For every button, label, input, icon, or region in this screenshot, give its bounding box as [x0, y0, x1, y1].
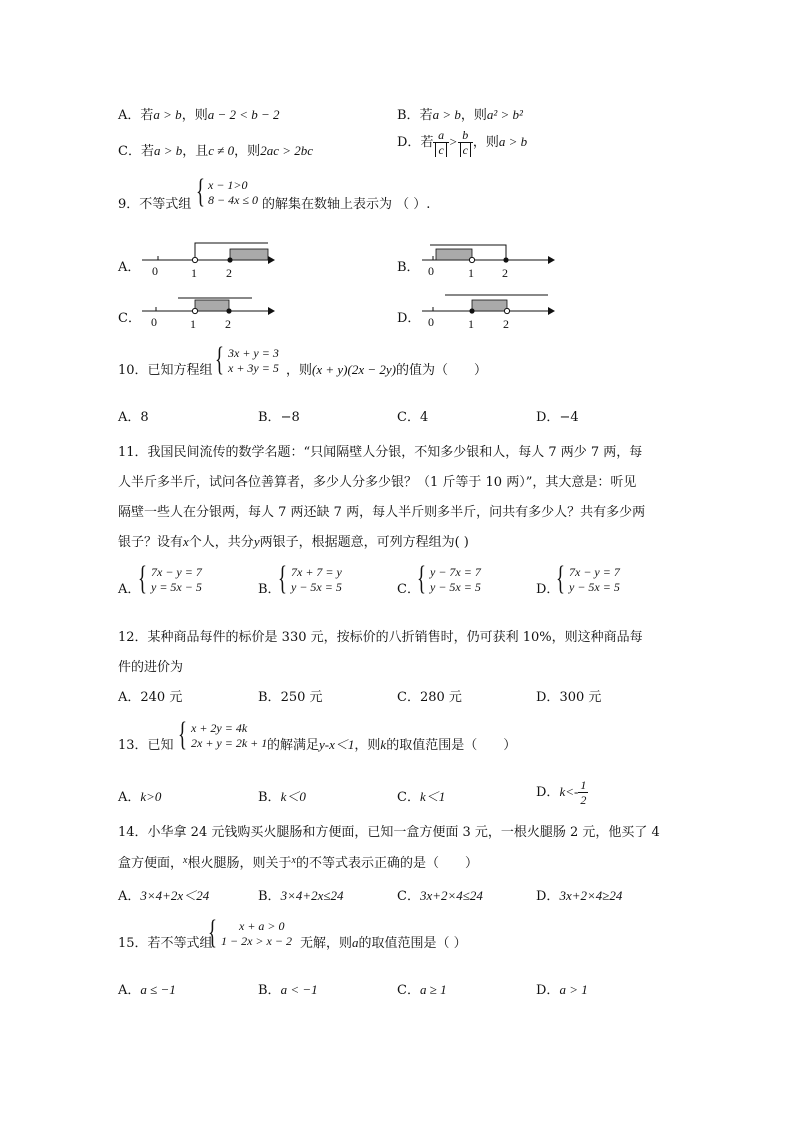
q9-numberline-c — [140, 286, 275, 331]
tick-0: 0 — [152, 264, 158, 278]
tick-2: 2 — [503, 317, 509, 331]
q9-brace: { — [196, 173, 205, 210]
q12-line-1: 12．某种商品每件的标价是 330 元，按标价的八折销售时，仍可获利 10%，则这种商品每 — [118, 630, 643, 645]
q10-prefix: 10．已知方程组 — [118, 363, 213, 378]
q8-option-d: D．若 $\frac{a}{c}$ > $\frac{b}{c}$ ，则a > b — [397, 128, 528, 157]
q11-option-c: y − 7x = 7 y − 5x = 5 — [430, 565, 481, 594]
q9-numberline-d — [420, 286, 555, 331]
tick-1: 1 — [468, 266, 474, 280]
q10-brace: { — [215, 341, 224, 378]
q13-option-a: A．k>0 — [118, 789, 162, 805]
tick-0: 0 — [428, 264, 434, 278]
q11-line-2: 人半斤多半斤，试问各位善算者，多少人分多少银？（1 斤等于 10 两）”，其大意是：听见 — [118, 475, 637, 490]
tick-0: 0 — [151, 315, 157, 329]
q11-brace-c: { — [417, 560, 426, 597]
tick-0: 0 — [428, 315, 434, 329]
q14-line-2: 盒方便面，$^x$根火腿肠，则关于$^x$的不等式表示正确的是（ ） — [118, 855, 478, 871]
q9-option-b-label: B． — [397, 260, 420, 275]
q9-suffix: 的解集在数轴上表示为 （ ）. — [262, 197, 431, 212]
q15-question: 无解，则a的取值范围是（ ） — [300, 935, 467, 951]
q13-question: 的解满足y-x＜1，则k的取值范围是（ ） — [267, 737, 517, 753]
q15-prefix: 15．若不等式组 — [118, 936, 213, 951]
tick-1: 1 — [190, 317, 196, 331]
q12-option-b: B．250 元 — [258, 690, 323, 705]
q9-option-d-label: D． — [397, 311, 421, 326]
q11-brace-a: { — [138, 560, 147, 597]
q11-option-b: 7x + 7 = y y − 5x = 5 — [291, 565, 342, 594]
q13-option-b: B．k＜0 — [258, 789, 306, 805]
tick-2: 2 — [225, 317, 231, 331]
q8-option-b: B．若a > b，则a² > b² — [397, 107, 523, 123]
q14-option-a: A．3×4+2x＜24 — [118, 888, 210, 904]
tick-1: 1 — [468, 317, 474, 331]
q15-option-b: B．a < −1 — [258, 982, 318, 998]
q11-option-d-label: D． — [536, 582, 560, 597]
q10-option-d: D．−4 — [536, 410, 579, 425]
tick-2: 2 — [226, 266, 232, 280]
q13-brace: { — [178, 716, 187, 753]
q10-system: 3x + y = 3 x + 3y = 5 — [228, 346, 279, 375]
q11-line-1: 11．我国民间流传的数学名题：“只闻隔壁人分银，不知多少银和人，每人 7 两少 7 两，每 — [118, 445, 643, 460]
q13-option-d: D．k<- $\frac{1}{2}$ — [536, 778, 587, 807]
q15-option-d: D．a > 1 — [536, 982, 588, 998]
q14-option-b: B．3×4+2x≤24 — [258, 888, 344, 904]
q11-brace-b: { — [278, 560, 287, 597]
q12-option-c: C．280 元 — [397, 690, 462, 705]
q13-prefix: 13．已知 — [118, 738, 174, 753]
q14-line-1: 14．小华拿 24 元钱购买火腿肠和方便面，已知一盒方便面 3 元，一根火腿肠 2 元，他买了 4 — [118, 825, 660, 840]
q9-numberline-b — [420, 235, 555, 280]
q8-option-a: A．若a > b，则a − 2 < b − 2 — [118, 107, 280, 123]
q10-option-b: B．−8 — [258, 410, 300, 425]
q9-prefix: 9．不等式组 — [118, 197, 192, 212]
q15-option-c: C．a ≥ 1 — [397, 982, 447, 998]
q15-system: x + a > 0 1 − 2x > x − 2 — [221, 919, 292, 948]
q12-option-a: A．240 元 — [118, 690, 183, 705]
tick-2: 2 — [502, 266, 508, 280]
q11-option-d: 7x − y = 7 y − 5x = 5 — [569, 565, 620, 594]
q11-option-b-label: B． — [258, 582, 281, 597]
q14-option-c: C．3x+2×4≤24 — [397, 888, 483, 904]
q15-brace: { — [208, 914, 217, 951]
q11-line-3: 隔壁一些人在分银两，每人 7 两还缺 7 两，每人半斤则多半斤，问共有多少人？共有多少两 — [118, 505, 646, 520]
q8-option-c: C．若a > b，且c ≠ 0，则2ac > 2bc — [118, 143, 313, 159]
q11-line-4: 银子？设有x个人，共分y两银子，根据题意，可列方程组为( ) — [118, 534, 469, 550]
q9-numberline-a — [140, 235, 275, 280]
q11-option-a-label: A． — [118, 582, 141, 597]
q9-option-a-label: A． — [118, 260, 141, 275]
q13-option-c: C．k＜1 — [397, 789, 446, 805]
q14-option-d: D．3x+2×4≥24 — [536, 888, 623, 904]
q11-option-c-label: C． — [397, 582, 420, 597]
q10-option-c: C．4 — [397, 410, 429, 425]
q10-option-a: A．8 — [118, 410, 149, 425]
q12-line-2: 件的进价为 — [118, 660, 184, 675]
tick-1: 1 — [191, 266, 197, 280]
q9-system: x − 1>0 8 − 4x ≤ 0 — [208, 178, 259, 207]
q11-option-a: 7x − y = 7 y = 5x − 5 — [151, 565, 202, 594]
q9-option-c-label: C． — [118, 311, 141, 326]
q11-brace-d: { — [556, 560, 565, 597]
q15-option-a: A．a ≤ −1 — [118, 982, 176, 998]
q13-system: x + 2y = 4k 2x + y = 2k + 1 — [191, 721, 268, 750]
q12-option-d: D．300 元 — [536, 690, 602, 705]
q10-question: ，则(x + y)(2x − 2y)的值为（ ） — [286, 362, 487, 378]
